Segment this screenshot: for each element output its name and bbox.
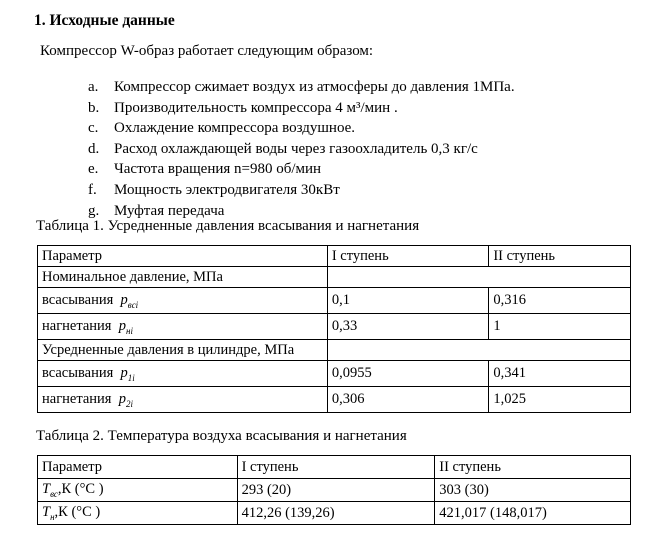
formula-symbol: T xyxy=(42,481,51,498)
list-marker: b. xyxy=(88,99,100,116)
value-cell: 412,26 (139,26) xyxy=(237,502,435,525)
table-header-row xyxy=(38,246,631,267)
list-item-text: Расход охлаждающей воды через газоохладитель 0,3 кг/с xyxy=(114,140,478,157)
list-item xyxy=(88,118,515,139)
list-item xyxy=(88,98,515,119)
table-row xyxy=(38,387,631,413)
list-item xyxy=(88,159,515,180)
table-header-row xyxy=(38,456,631,479)
empty-cell xyxy=(327,340,630,361)
formula-subscript: 2i xyxy=(125,398,133,409)
table-row xyxy=(38,361,631,387)
param-cell xyxy=(38,314,328,340)
list-item xyxy=(88,77,515,98)
formula-symbol: p xyxy=(120,291,128,308)
param-label: нагнетания xyxy=(42,317,112,334)
list-item-text: Муфтая передача xyxy=(114,202,225,219)
empty-cell xyxy=(327,267,630,288)
value-cell: 0,33 xyxy=(327,314,489,340)
param-cell xyxy=(38,502,238,525)
formula-subscript: нi xyxy=(125,325,133,336)
header-cell: Параметр xyxy=(38,456,238,479)
list-marker: d. xyxy=(88,140,100,157)
pressure-table xyxy=(37,245,631,413)
param-cell xyxy=(38,361,328,387)
value-cell: 1,025 xyxy=(489,387,631,413)
formula-subscript: вс xyxy=(50,488,58,499)
value-cell: 0,0955 xyxy=(327,361,489,387)
table-section-row xyxy=(38,340,631,361)
formula-symbol: T xyxy=(42,504,51,521)
value-cell: 0,341 xyxy=(489,361,631,387)
table2-caption: Таблица 2. Температура воздуха всасывания и нагнетания xyxy=(36,428,407,444)
list-marker: c. xyxy=(88,120,99,137)
temperature-table xyxy=(37,455,631,525)
formula-subscript: вci xyxy=(127,299,139,310)
intro-text: Компрессор W-образ работает следующим образом: xyxy=(40,43,374,59)
section-cell: Номинальное давление, МПа xyxy=(38,267,328,288)
value-cell: 421,017 (148,017) xyxy=(435,502,631,525)
table-row xyxy=(38,314,631,340)
param-cell xyxy=(38,387,328,413)
formula-symbol: p xyxy=(118,390,126,407)
list-item-text: Частота вращения n=980 об/мин xyxy=(114,161,322,178)
table-section-row xyxy=(38,267,631,288)
value-cell: 0,316 xyxy=(489,288,631,314)
header-cell: I ступень xyxy=(237,456,435,479)
param-label: нагнетания xyxy=(42,390,112,407)
formula-symbol: p xyxy=(120,364,128,381)
value-cell: 303 (30) xyxy=(435,479,631,502)
table1-caption: Таблица 1. Усредненные давления всасывания и нагнетания xyxy=(36,218,420,234)
spec-list xyxy=(88,77,515,221)
list-marker: f. xyxy=(88,181,97,198)
param-label: всасывания xyxy=(42,364,114,381)
list-item xyxy=(88,180,515,201)
table-row xyxy=(38,479,631,502)
table-row xyxy=(38,288,631,314)
unit-label: ,К (°C ) xyxy=(54,504,101,521)
unit-label: ,К (°C ) xyxy=(57,481,104,498)
list-item xyxy=(88,139,515,160)
value-cell: 293 (20) xyxy=(237,479,435,502)
header-cell: I ступень xyxy=(327,246,489,267)
list-marker: e. xyxy=(88,161,99,178)
value-cell: 1 xyxy=(489,314,631,340)
list-marker: g. xyxy=(88,202,100,219)
formula-subscript: 1i xyxy=(127,372,135,383)
header-cell: Параметр xyxy=(38,246,328,267)
param-label: всасывания xyxy=(42,291,114,308)
list-item-text: Охлаждение компрессора воздушное. xyxy=(114,120,356,137)
section-heading: 1. Исходные данные xyxy=(34,12,175,29)
formula-symbol: p xyxy=(118,317,126,334)
list-marker: a. xyxy=(88,79,99,95)
value-cell: 0,306 xyxy=(327,387,489,413)
list-item-text: Производительность компрессора 4 м³/мин . xyxy=(114,99,398,116)
formula-subscript: н xyxy=(50,511,55,522)
param-cell xyxy=(38,288,328,314)
param-cell xyxy=(38,479,238,502)
header-cell: II ступень xyxy=(489,246,631,267)
list-item-text: Мощность электродвигателя 30кВт xyxy=(114,181,340,198)
table-row xyxy=(38,502,631,525)
header-cell: II ступень xyxy=(435,456,631,479)
list-item-text: Компрессор сжимает воздух из атмосферы до давления 1МПа. xyxy=(114,79,515,95)
section-cell: Усредненные давления в цилиндре, МПа xyxy=(38,340,328,361)
value-cell: 0,1 xyxy=(327,288,489,314)
